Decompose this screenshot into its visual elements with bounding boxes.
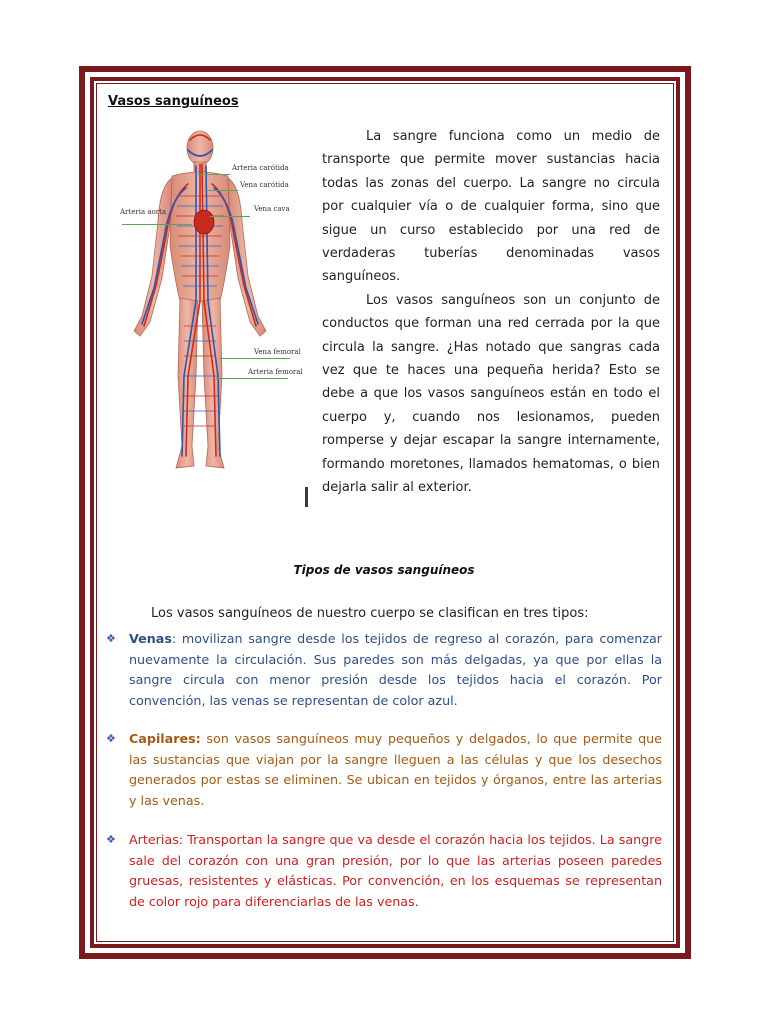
label-line — [204, 190, 238, 191]
term-venas: Venas — [129, 631, 172, 646]
label-arteria-carotida: Arteria carótida — [232, 164, 289, 172]
label-line — [198, 174, 230, 175]
diamond-bullet-icon: ❖ — [106, 632, 116, 645]
page-title: Vasos sanguíneos — [108, 94, 239, 109]
list-item-arterias — [106, 830, 662, 912]
label-line — [220, 358, 290, 359]
circulatory-system-figure — [112, 126, 312, 488]
label-arteria-femoral: Arteria femoral — [248, 368, 303, 376]
label-vena-cava: Vena cava — [254, 205, 290, 213]
label-arteria-aorta: Arteria aorta — [120, 208, 167, 216]
list-item-venas — [106, 629, 662, 711]
section-heading: Tipos de vasos sanguíneos — [293, 563, 475, 577]
label-line — [122, 224, 192, 225]
diamond-bullet-icon: ❖ — [106, 833, 116, 846]
section-lead: Los vasos sanguíneos de nuestro cuerpo se clasifican en tres tipos: — [151, 606, 589, 621]
list-item-capilares — [106, 729, 662, 811]
diamond-bullet-icon: ❖ — [106, 732, 116, 745]
intro-paragraph-2: Los vasos sanguíneos son un conjunto de conductos que forman una red cerrada por la que circula la sangre. ¿Has notado que sangras cada vez que te haces una pequeña herida? Esto se debe a que los vasos sanguíneos están en todo el cuerpo y, cuando nos lesionamos, pueden romperse y dejar escapar la sangre internamente, formando moretones, llamados hematomas, o bien dejarla salir al exterior. — [322, 292, 660, 496]
intro-text — [322, 125, 660, 500]
label-vena-carotida: Vena carótida — [240, 181, 289, 189]
text-cursor-mark — [305, 487, 308, 507]
intro-paragraph-1: La sangre funciona como un medio de transporte que permite mover sustancias hacia todas las zonas del cuerpo. La sangre no circula por cualquier vía o de cualquier forma, sino que sigue un curso establecido por una red de verdaderas tuberías denominadas vasos sanguíneos. — [322, 129, 660, 285]
text-venas: : movilizan sangre desde los tejidos de regreso al corazón, para comenzar nuevamente la circulación. Sus paredes son más delgadas, ya que por ellas la sangre circula con menor presión desde los tejidos hacia el corazón. Por convención, las venas se representan de color azul. — [129, 631, 662, 708]
text-arterias: Arterias: Transportan la sangre que va desde el corazón hacia los tejidos. La sangre sale del corazón con una gran presión, por lo que las arterias poseen paredes gruesas, resistentes y elásticas. Por convención, en los esquemas se representan de color rojo para diferenciarlas de las venas. — [129, 832, 662, 909]
label-line — [216, 378, 288, 379]
term-capilares: Capilares: — [129, 731, 201, 746]
text-capilares: son vasos sanguíneos muy pequeños y delgados, lo que permite que las sustancias que viajan por la sangre lleguen a las células y que los desechos generados por estas se eliminen. Se ubican en tejidos y órganos, entre las arterias y las venas. — [129, 731, 662, 808]
label-line — [210, 216, 250, 217]
label-vena-femoral: Vena femoral — [254, 348, 301, 356]
